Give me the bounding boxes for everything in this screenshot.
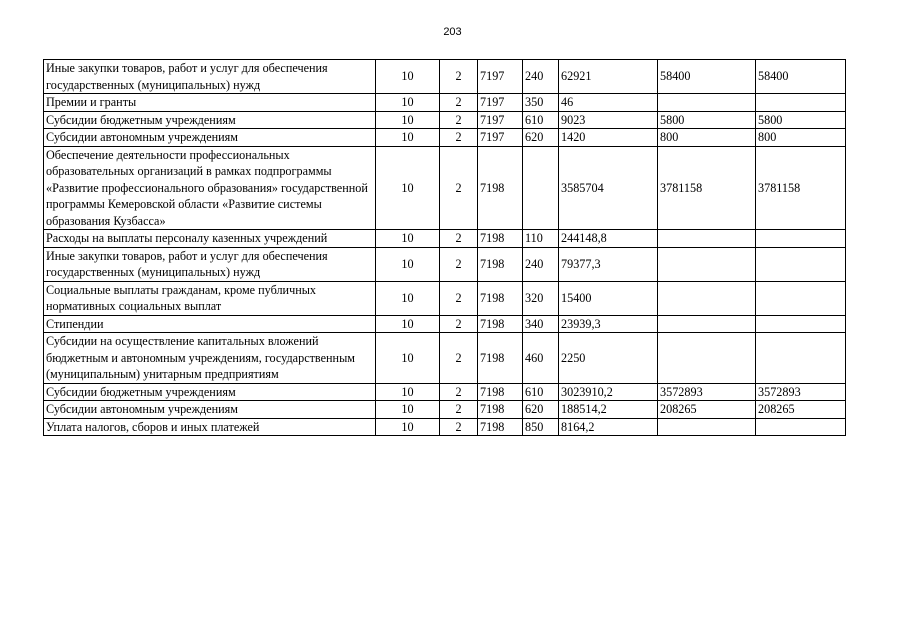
- amount-year-3: 208265: [756, 401, 846, 419]
- section-code: 10: [376, 129, 440, 147]
- amount-year-2: 208265: [658, 401, 756, 419]
- expense-type-code: [523, 146, 559, 230]
- amount-year-3: 5800: [756, 111, 846, 129]
- section-code: 10: [376, 281, 440, 315]
- row-name: Обеспечение деятельности профессиональных образовательных организаций в рамках подпрограммы «Развитие профессионального образования» государственной программы Кемеровской области «Развитие системы образования Кузбасса»: [44, 146, 376, 230]
- amount-year-2: 3781158: [658, 146, 756, 230]
- amount-year-2: [658, 315, 756, 333]
- amount-year-3: [756, 94, 846, 112]
- amount-year-1: 3023910,2: [559, 383, 658, 401]
- article-code: 7198: [478, 418, 523, 436]
- section-code: 10: [376, 230, 440, 248]
- amount-year-2: 800: [658, 129, 756, 147]
- expense-type-code: 340: [523, 315, 559, 333]
- subsection-code: 2: [440, 383, 478, 401]
- amount-year-1: 2250: [559, 333, 658, 384]
- amount-year-2: [658, 94, 756, 112]
- section-code: 10: [376, 111, 440, 129]
- article-code: 7198: [478, 247, 523, 281]
- amount-year-3: [756, 230, 846, 248]
- section-code: 10: [376, 247, 440, 281]
- expense-type-code: 610: [523, 383, 559, 401]
- table-row: [44, 383, 846, 401]
- row-name: Премии и гранты: [44, 94, 376, 112]
- row-name: Стипендии: [44, 315, 376, 333]
- subsection-code: 2: [440, 418, 478, 436]
- table-row: [44, 94, 846, 112]
- budget-table: [43, 59, 846, 436]
- section-code: 10: [376, 315, 440, 333]
- page-number: 203: [443, 26, 462, 38]
- article-code: 7198: [478, 333, 523, 384]
- section-code: 10: [376, 333, 440, 384]
- article-code: 7198: [478, 401, 523, 419]
- table-row: [44, 401, 846, 419]
- row-name: Расходы на выплаты персоналу казенных учреждений: [44, 230, 376, 248]
- expense-type-code: 460: [523, 333, 559, 384]
- amount-year-2: [658, 247, 756, 281]
- article-code: 7198: [478, 281, 523, 315]
- amount-year-2: [658, 418, 756, 436]
- article-code: 7197: [478, 111, 523, 129]
- section-code: 10: [376, 383, 440, 401]
- subsection-code: 2: [440, 94, 478, 112]
- row-name: Субсидии бюджетным учреждениям: [44, 383, 376, 401]
- amount-year-3: [756, 315, 846, 333]
- row-name: Уплата налогов, сборов и иных платежей: [44, 418, 376, 436]
- amount-year-2: [658, 281, 756, 315]
- amount-year-1: 244148,8: [559, 230, 658, 248]
- amount-year-1: 46: [559, 94, 658, 112]
- section-code: 10: [376, 146, 440, 230]
- row-name: Субсидии автономным учреждениям: [44, 129, 376, 147]
- subsection-code: 2: [440, 230, 478, 248]
- expense-type-code: 240: [523, 247, 559, 281]
- row-name: Субсидии на осуществление капитальных вложений бюджетным и автономным учреждениям, государственным (муниципальным) унитарным предприятиям: [44, 333, 376, 384]
- amount-year-3: 3572893: [756, 383, 846, 401]
- subsection-code: 2: [440, 333, 478, 384]
- article-code: 7197: [478, 94, 523, 112]
- table-row: [44, 247, 846, 281]
- table-row: [44, 111, 846, 129]
- amount-year-3: 800: [756, 129, 846, 147]
- amount-year-3: [756, 281, 846, 315]
- amount-year-1: 9023: [559, 111, 658, 129]
- expense-type-code: 350: [523, 94, 559, 112]
- expense-type-code: 320: [523, 281, 559, 315]
- expense-type-code: 620: [523, 401, 559, 419]
- article-code: 7198: [478, 230, 523, 248]
- amount-year-1: 1420: [559, 129, 658, 147]
- table-row: [44, 146, 846, 230]
- subsection-code: 2: [440, 315, 478, 333]
- section-code: 10: [376, 60, 440, 94]
- expense-type-code: 610: [523, 111, 559, 129]
- amount-year-1: 188514,2: [559, 401, 658, 419]
- amount-year-1: 23939,3: [559, 315, 658, 333]
- subsection-code: 2: [440, 111, 478, 129]
- amount-year-1: 79377,3: [559, 247, 658, 281]
- amount-year-2: 5800: [658, 111, 756, 129]
- amount-year-1: 15400: [559, 281, 658, 315]
- subsection-code: 2: [440, 146, 478, 230]
- amount-year-2: [658, 333, 756, 384]
- subsection-code: 2: [440, 401, 478, 419]
- amount-year-2: 58400: [658, 60, 756, 94]
- subsection-code: 2: [440, 247, 478, 281]
- expense-type-code: 110: [523, 230, 559, 248]
- article-code: 7198: [478, 383, 523, 401]
- expense-type-code: 850: [523, 418, 559, 436]
- amount-year-3: 58400: [756, 60, 846, 94]
- row-name: Иные закупки товаров, работ и услуг для обеспечения государственных (муниципальных) нужд: [44, 247, 376, 281]
- article-code: 7198: [478, 146, 523, 230]
- subsection-code: 2: [440, 281, 478, 315]
- table-row: [44, 333, 846, 384]
- expense-type-code: 240: [523, 60, 559, 94]
- table-row: [44, 129, 846, 147]
- amount-year-3: [756, 418, 846, 436]
- section-code: 10: [376, 94, 440, 112]
- section-code: 10: [376, 418, 440, 436]
- amount-year-3: 3781158: [756, 146, 846, 230]
- amount-year-3: [756, 333, 846, 384]
- expense-type-code: 620: [523, 129, 559, 147]
- row-name: Социальные выплаты гражданам, кроме публичных нормативных социальных выплат: [44, 281, 376, 315]
- table-row: [44, 230, 846, 248]
- article-code: 7197: [478, 129, 523, 147]
- amount-year-2: 3572893: [658, 383, 756, 401]
- article-code: 7198: [478, 315, 523, 333]
- subsection-code: 2: [440, 129, 478, 147]
- amount-year-1: 8164,2: [559, 418, 658, 436]
- amount-year-3: [756, 247, 846, 281]
- subsection-code: 2: [440, 60, 478, 94]
- article-code: 7197: [478, 60, 523, 94]
- amount-year-1: 3585704: [559, 146, 658, 230]
- amount-year-1: 62921: [559, 60, 658, 94]
- table-row: [44, 315, 846, 333]
- table-row: [44, 60, 846, 94]
- row-name: Иные закупки товаров, работ и услуг для обеспечения государственных (муниципальных) нужд: [44, 60, 376, 94]
- budget-table-body: [44, 60, 846, 436]
- section-code: 10: [376, 401, 440, 419]
- table-row: [44, 418, 846, 436]
- row-name: Субсидии автономным учреждениям: [44, 401, 376, 419]
- table-row: [44, 281, 846, 315]
- row-name: Субсидии бюджетным учреждениям: [44, 111, 376, 129]
- amount-year-2: [658, 230, 756, 248]
